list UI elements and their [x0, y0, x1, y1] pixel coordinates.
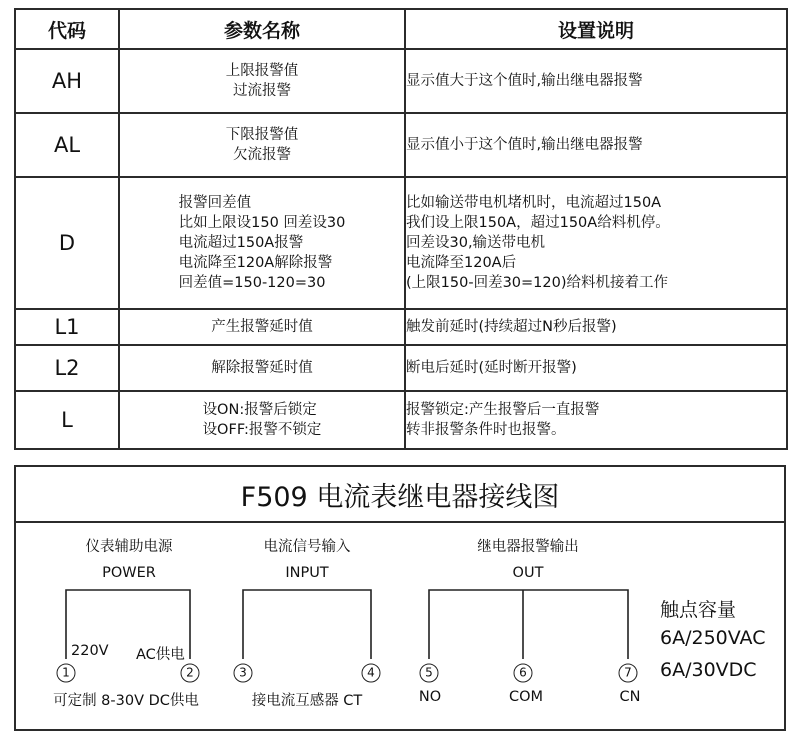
row-desc	[405, 49, 787, 113]
param-line: 下限报警值	[225, 127, 299, 143]
desc-line: 报警锁定:产生报警后一直报警	[406, 402, 600, 418]
output-group-en: OUT	[512, 565, 544, 581]
row-code: L2	[15, 345, 119, 391]
table-row	[15, 177, 787, 309]
param-line: 设ON:报警后锁定	[202, 402, 317, 418]
row-param	[119, 391, 405, 449]
row-desc	[405, 345, 787, 391]
param-line: 报警回差值	[178, 195, 252, 211]
terminal-6: 6	[514, 664, 533, 683]
header-description: 设置说明	[405, 9, 787, 49]
desc-line: (上限150-回差30=120)给料机接着工作	[406, 275, 668, 291]
desc-line: 触发前延时(持续超过N秒后报警)	[406, 319, 617, 335]
row-code: D	[15, 177, 119, 309]
row-code: AL	[15, 113, 119, 177]
row-param	[119, 49, 405, 113]
table-row	[15, 391, 787, 449]
terminal-1: 1	[57, 664, 76, 683]
desc-line: 比如输送带电机堵机时，电流超过150A	[406, 195, 662, 211]
voltage-label: 220V	[71, 643, 109, 659]
terminal-2: 2	[181, 664, 200, 683]
table-row	[15, 113, 787, 177]
desc-line: 电流降至120A后	[406, 255, 517, 271]
row-code: L	[15, 391, 119, 449]
row-desc	[405, 113, 787, 177]
table-row	[15, 49, 787, 113]
param-line: 电流降至120A解除报警	[178, 255, 333, 271]
param-line: 上限报警值	[225, 63, 299, 79]
contact-capacity-ac: 6A/250VAC	[660, 627, 766, 649]
table-row	[15, 309, 787, 345]
input-group-label: 电流信号输入	[263, 539, 351, 555]
power-bottom-label: 可定制 8-30V DC供电	[53, 693, 199, 709]
row-param	[119, 113, 405, 177]
row-param	[119, 345, 405, 391]
param-line: 欠流报警	[233, 147, 291, 163]
desc-line: 转非报警条件时也报警。	[406, 422, 566, 438]
row-code: AH	[15, 49, 119, 113]
header-code: 代码	[15, 9, 119, 49]
desc-line: 显示值大于这个值时,输出继电器报警	[406, 73, 643, 89]
header-param-name: 参数名称	[119, 9, 405, 49]
param-line: 设OFF:报警不锁定	[202, 422, 322, 438]
row-desc	[405, 309, 787, 345]
terminal-5: 5	[420, 664, 439, 683]
desc-line: 回差设30,输送带电机	[406, 235, 546, 251]
terminal-3: 3	[234, 664, 253, 683]
out-wire-no	[429, 590, 628, 659]
power-group-en: POWER	[102, 565, 156, 581]
parameter-table	[14, 8, 788, 450]
table-row	[15, 345, 787, 391]
desc-line: 显示值小于这个值时,输出继电器报警	[406, 137, 643, 153]
contact-capacity-dc: 6A/30VDC	[660, 659, 757, 681]
input-group-en: INPUT	[285, 565, 329, 581]
param-line: 比如上限设150 回差设30	[178, 215, 346, 231]
terminal-7: 7	[619, 664, 638, 683]
param-line: 电流超过150A报警	[178, 235, 304, 251]
param-line: 产生报警延时值	[211, 319, 313, 335]
no-label: NO	[418, 689, 442, 705]
row-param	[119, 309, 405, 345]
row-desc	[405, 177, 787, 309]
ac-supply-label: AC供电	[136, 647, 185, 663]
ct-label: 接电流互感器 CT	[251, 693, 363, 709]
contact-capacity-title: 触点容量	[660, 599, 737, 621]
desc-line: 我们设上限150A，超过150A给料机停。	[406, 215, 670, 231]
input-wire	[243, 590, 371, 659]
table-header-row	[15, 9, 787, 49]
cn-label: CN	[619, 689, 641, 705]
wiring-diagram	[14, 465, 786, 731]
diagram-title: F509 电流表继电器接线图	[16, 467, 784, 523]
output-group-label: 继电器报警输出	[477, 539, 579, 555]
row-param	[119, 177, 405, 309]
param-line: 过流报警	[233, 83, 291, 99]
param-line: 回差值=150-120=30	[178, 275, 326, 291]
com-label: COM	[508, 689, 544, 705]
row-desc	[405, 391, 787, 449]
desc-line: 断电后延时(延时断开报警)	[406, 360, 577, 376]
row-code: L1	[15, 309, 119, 345]
power-group-label: 仪表辅助电源	[85, 539, 173, 555]
terminal-4: 4	[362, 664, 381, 683]
param-line: 解除报警延时值	[211, 360, 313, 376]
